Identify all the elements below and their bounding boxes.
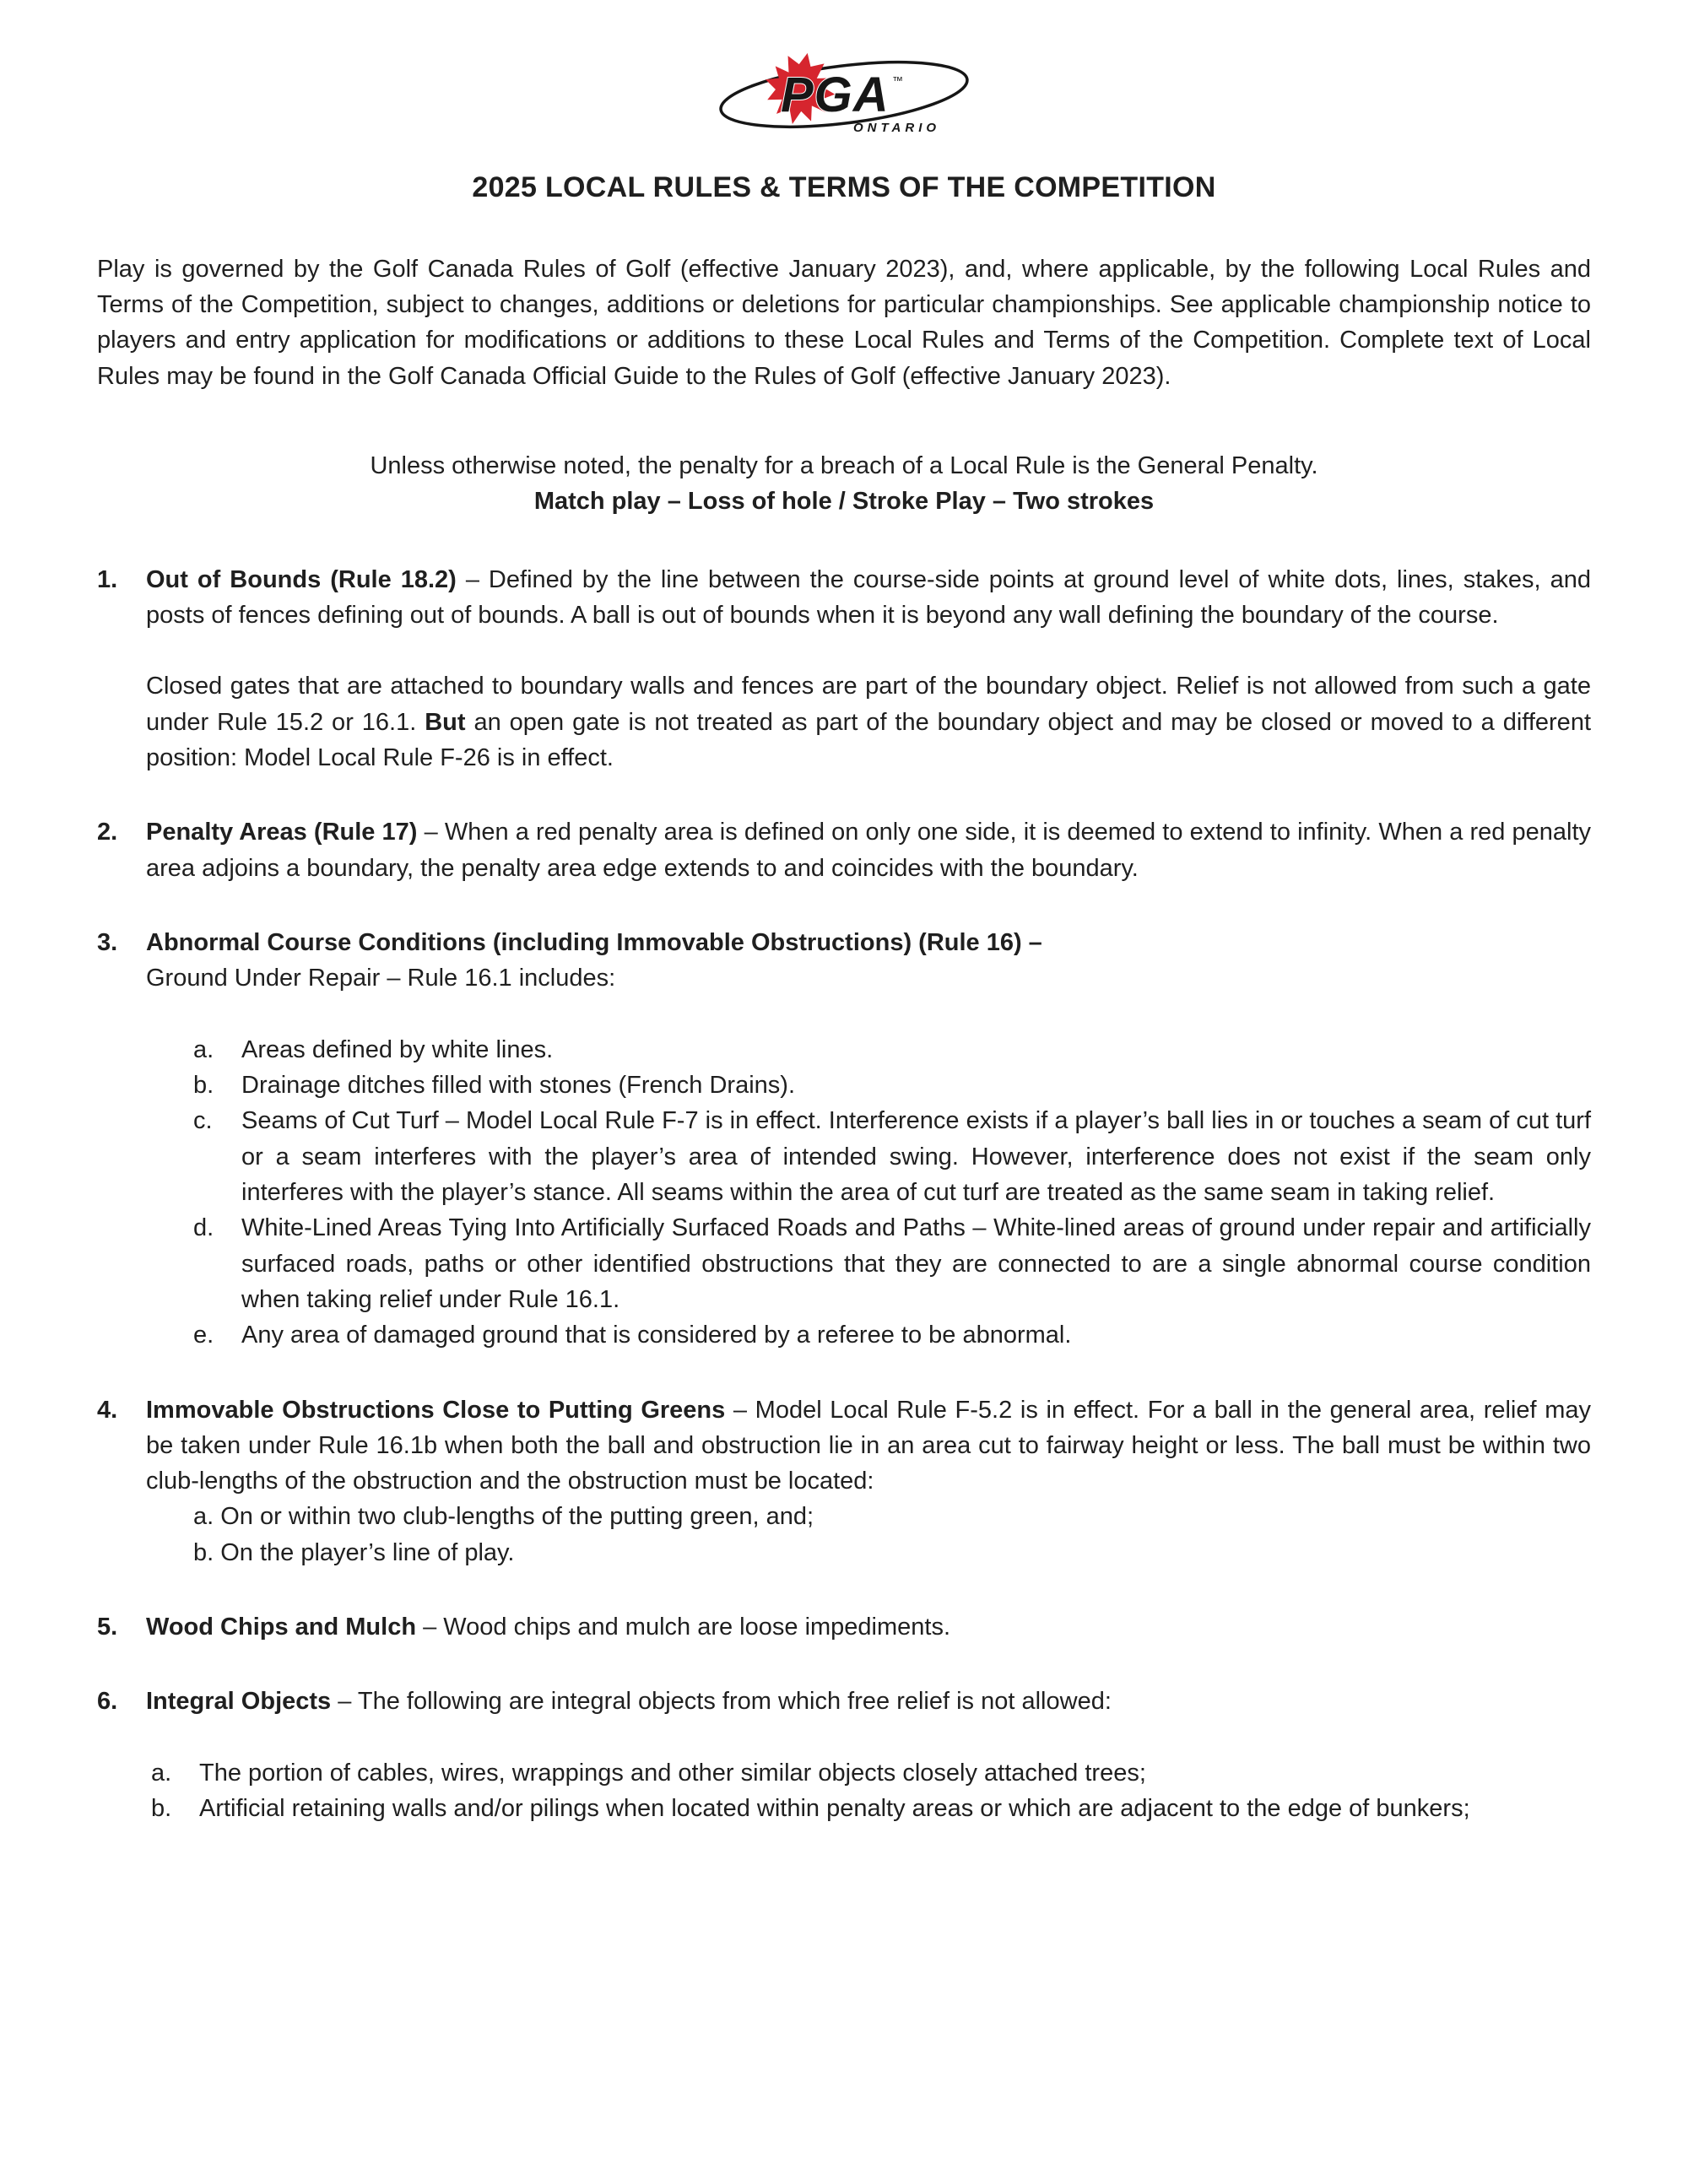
rule-body-text: – When a red penalty area is defined on only one side, it is deemed to extend to infinity. When a red penalty area adjoins a boundary, the penalty area edge extends to and coincides with the boundary. [146, 819, 1591, 882]
rule-integral-objects [97, 1684, 1591, 1826]
rule-number: 5. [97, 1614, 118, 1641]
lettered-list [151, 1755, 1591, 1827]
list-item-text: a. On or within two club-lengths of the putting green, and; [193, 1503, 814, 1531]
rule-paragraph [146, 1609, 1591, 1645]
rule-penalty-areas [97, 814, 1591, 886]
rule-heading: Immovable Obstructions Close to Putting Greens [146, 1396, 726, 1424]
list-item-text: Seams of Cut Turf – Model Local Rule F-7 is in effect. Interference exists if a player’s ball lies in or touches a seam of cut turf or a seam interferes with the player’s area of intended swing. However, interference does not exist if the seam only interferes with the player’s stance. All seams within the area of cut turf are treated as the same seam in taking relief. [241, 1107, 1591, 1206]
rule-body-text: – Defined by the line between the course-side points at ground level of white dots, lines, stakes, and posts of fences defining out of bounds. A ball is out of bounds when it is beyond any wall defining the boundary of the course. [146, 565, 1591, 629]
list-item [151, 1791, 1591, 1826]
list-item-letter: a. [151, 1759, 172, 1787]
rule-paragraph [146, 1392, 1591, 1500]
rule-paragraph [146, 814, 1591, 886]
rule-number: 3. [97, 928, 118, 956]
rule-paragraph [146, 1684, 1591, 1719]
rule-body-text: Closed gates that are attached to boundary walls and fences are part of the boundary object. Relief is not allowed from such a gate under Rule 15.2 or 16.1. [146, 673, 1591, 736]
logo-ontario-text: ONTARIO [853, 121, 941, 135]
penalty-note: Unless otherwise noted, the penalty for a breach of a Local Rule is the General Penalty. [370, 451, 1318, 479]
rule-number: 1. [97, 565, 118, 593]
page-title: 2025 LOCAL RULES & TERMS OF THE COMPETITION [472, 171, 1216, 203]
rule-paragraph [146, 562, 1591, 634]
penalty-line: Match play – Loss of hole / Stroke Play – Two strokes [533, 488, 1155, 516]
rule-heading: Integral Objects [146, 1688, 332, 1716]
pga-ontario-logo-graphic [713, 46, 975, 145]
list-item [193, 1317, 1591, 1353]
rule-body-text: – Wood chips and mulch are loose impediments. [423, 1614, 951, 1641]
list-item-letter: b. [193, 1071, 214, 1099]
rule-content [146, 562, 1591, 776]
rule-number: 4. [97, 1396, 118, 1424]
list-item-letter: d. [193, 1214, 214, 1242]
rule-heading: Abnormal Course Conditions (including Immovable Obstructions) (Rule 16) – [146, 928, 1042, 956]
list-item-text: Drainage ditches filled with stones (French Drains). [241, 1071, 795, 1099]
list-item-text: Artificial retaining walls and/or pilings when located within penalty areas or which are adjacent to the edge of bunkers; [199, 1795, 1470, 1823]
list-item-letter: a. [193, 1035, 214, 1063]
intro-paragraph: Play is governed by the Golf Canada Rules of Golf (effective January 2023), and, where applicable, by the following Local Rules and Terms of the Competition, subject to changes, additions or deletions for particular championships. See applicable championship notice to players and entry application for modifications or additions to these Local Rules and Terms of the Competition. Complete text of Local Rules may be found in the Golf Canada Official Guide to the Rules of Golf (effective January 2023). [97, 255, 1591, 390]
logo-pga-text: PGA [781, 68, 890, 122]
rule-content [146, 814, 1591, 886]
rule-body-text: – The following are integral objects from which free relief is not allowed: [338, 1688, 1112, 1716]
list-item-text: The portion of cables, wires, wrappings and other similar objects closely attached trees; [199, 1759, 1146, 1787]
rule-content [146, 1684, 1591, 1826]
rule-content [146, 1392, 1591, 1571]
list-item-text: b. On the player’s line of play. [193, 1538, 515, 1566]
list-item-letter: e. [193, 1322, 214, 1349]
list-item [151, 1755, 1591, 1791]
rule-wood-chips-and-mulch [97, 1609, 1591, 1645]
pga-ontario-logo [97, 46, 1591, 145]
rule-out-of-bounds [97, 562, 1591, 776]
list-item [193, 1068, 1591, 1103]
rule-paragraph [146, 925, 1591, 960]
rule-subtitle: Ground Under Repair – Rule 16.1 includes: [146, 965, 616, 992]
rule-body-text: an open gate is not treated as part of the boundary object and may be closed or moved to a different position: Model Local Rule F-26 is in effect. [146, 708, 1591, 771]
list-item-text: White-Lined Areas Tying Into Artificially Surfaced Roads and Paths – White-lined areas of ground under repair and artificially surfaced roads, paths or other identified obstructions that they are connected to are a single abnormal course condition when taking relief under Rule 16.1. [241, 1214, 1591, 1313]
list-item [193, 1103, 1591, 1210]
rule-paragraph [146, 668, 1591, 776]
list-item [193, 1210, 1591, 1317]
rule-heading: Penalty Areas (Rule 17) [146, 819, 418, 846]
list-item-letter: c. [193, 1107, 213, 1135]
rule-heading: Wood Chips and Mulch [146, 1614, 417, 1641]
list-item [193, 1032, 1591, 1068]
rule-number: 2. [97, 819, 118, 846]
list-item-text: Any area of damaged ground that is considered by a referee to be abnormal. [241, 1322, 1072, 1349]
rule-content [146, 925, 1591, 1354]
rule-bold-word: But [425, 708, 466, 736]
rule-number: 6. [97, 1688, 118, 1716]
rule-immovable-obstructions [97, 1392, 1591, 1571]
list-item-letter: b. [151, 1795, 172, 1823]
logo-trademark: ™ [892, 74, 903, 87]
lettered-list [193, 1032, 1591, 1354]
list-item-text: Areas defined by white lines. [241, 1035, 554, 1063]
rule-heading: Out of Bounds (Rule 18.2) [146, 565, 457, 593]
rule-abnormal-course-conditions [97, 925, 1591, 1354]
rule-content [146, 1609, 1591, 1645]
rule-body-text: – Model Local Rule F-5.2 is in effect. For a ball in the general area, relief may be taken under Rule 16.1b when both the ball and obstruction lie in an area cut to fairway height or less. The ball must be within two club-lengths of the obstruction and the obstruction must be located: [146, 1396, 1591, 1495]
